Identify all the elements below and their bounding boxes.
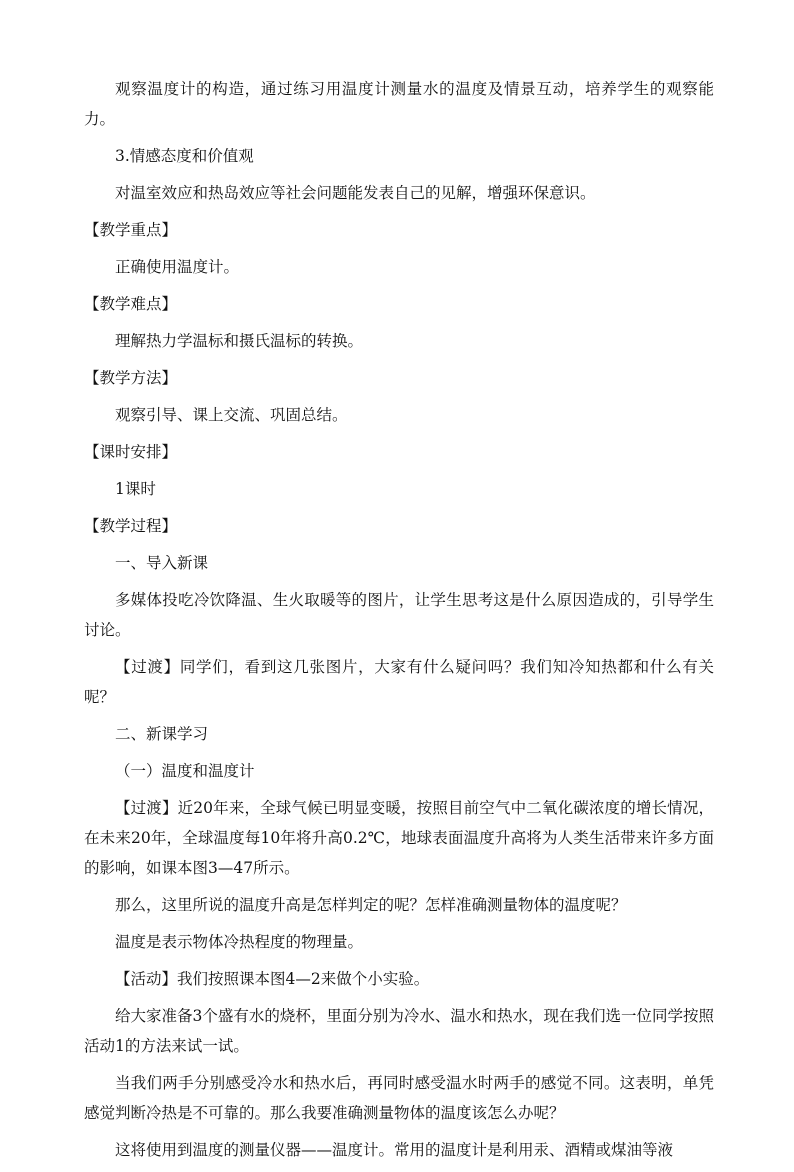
paragraph-observation-skill: 观察温度计的构造，通过练习用温度计测量水的温度及情景互动，培养学生的观察能力。 [84, 80, 714, 128]
section-heading-key-points: 【教学重点】 [84, 221, 178, 239]
document-body [84, 74, 714, 1172]
section-heading-process: 【教学过程】 [84, 517, 178, 535]
paragraph-multimedia: 多媒体投吃冷饮降温、生火取暖等的图片，让学生思考这是什么原因造成的，引导学生讨论。 [84, 591, 714, 639]
paragraph-climate-warming: 【过渡】近20年来，全球气候已明显变暖，按照目前空气中二氧化碳浓度的增长情况，在未来20年，全球温度每10年将升高0.2℃，地球表面温度升高将为人类生活带来许多方面的影响，如课本图3—47所示。 [84, 799, 714, 877]
paragraph-temperature-definition: 温度是表示物体冷热程度的物理量。 [115, 933, 364, 951]
paragraph-feeling-unreliable: 当我们两手分别感受冷水和热水后，再同时感受温水时两手的感觉不同。这表明，单凭感觉判断冷热是不可靠的。那么我要准确测量物体的温度该怎么办呢？ [84, 1074, 714, 1122]
paragraph-how-to-measure: 那么，这里所说的温度升高是怎样判定的呢？怎样准确测量物体的温度呢？ [115, 896, 627, 914]
subheading-emotion-values: 3.情感态度和价值观 [115, 147, 254, 165]
paragraph-environment-awareness: 对温室效应和热岛效应等社会问题能发表自己的见解，增强环保意识。 [115, 184, 596, 202]
subheading-introduction: 一、导入新课 [115, 554, 209, 572]
section-heading-methods: 【教学方法】 [84, 369, 178, 387]
paragraph-thermometer-intro: 这将使用到温度的测量仪器——温度计。常用的温度计是利用汞、酒精或煤油等液 [115, 1141, 674, 1159]
subheading-new-lesson: 二、新课学习 [115, 725, 209, 743]
section-heading-schedule: 【课时安排】 [84, 443, 178, 461]
paragraph-transition-question: 【过渡】同学们，看到这几张图片，大家有什么疑问吗？我们知冷知热都和什么有关呢？ [84, 658, 714, 706]
paragraph-schedule: 1课时 [115, 480, 156, 498]
paragraph-activity: 【活动】我们按照课本图4—2来做个小实验。 [115, 970, 430, 988]
paragraph-difficulties: 理解热力学温标和摄氏温标的转换。 [115, 332, 364, 350]
paragraph-three-beakers: 给大家准备3个盛有水的烧杯，里面分别为冷水、温水和热水，现在我们选一位同学按照活动1的方法来试一试。 [84, 1007, 714, 1055]
subheading-temperature-thermometer: （一）温度和温度计 [115, 762, 255, 780]
section-heading-difficulties: 【教学难点】 [84, 295, 178, 313]
paragraph-methods: 观察引导、课上交流、巩固总结。 [115, 406, 348, 424]
paragraph-key-points: 正确使用温度计。 [115, 258, 240, 276]
